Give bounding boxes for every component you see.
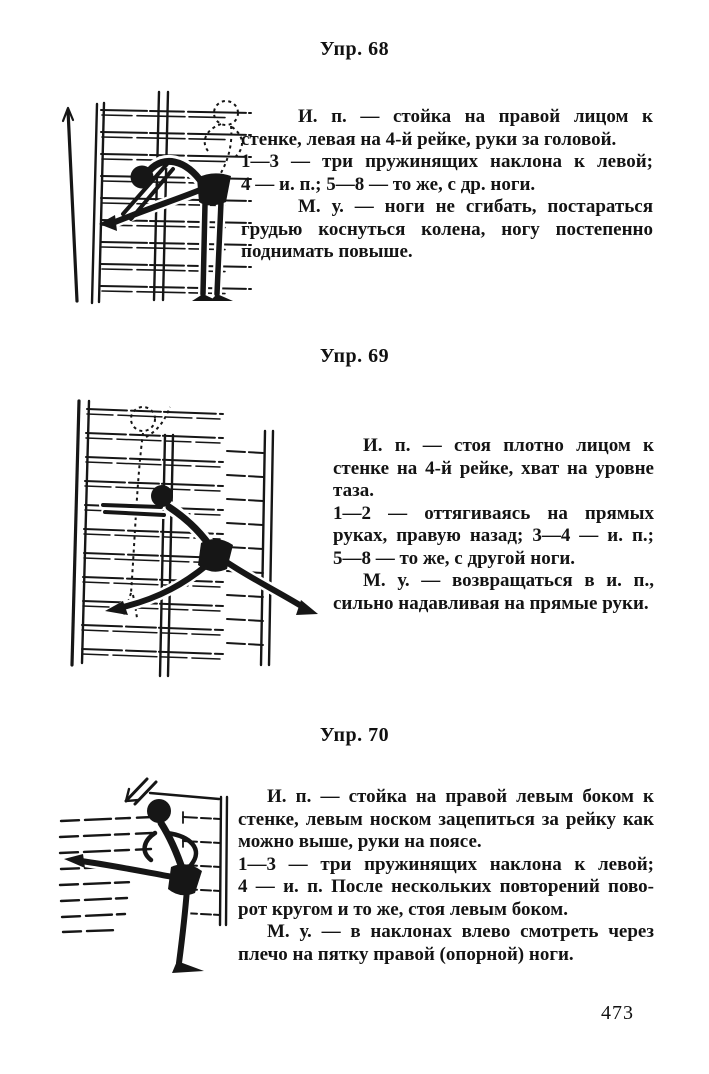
wall-bars [72, 401, 273, 676]
wall-bars-drawing-68 [55, 88, 265, 313]
text-line: стенке, левая на 4-й рейке, руки за головой. [241, 128, 617, 150]
text-line: таза. [333, 480, 374, 501]
text-line: М. у. — возвращаться в и. п., [363, 570, 654, 591]
paragraph [241, 106, 653, 151]
page-number: 473 [601, 1002, 634, 1024]
text-line: И. п. — стойка на правой лицом к [298, 106, 653, 127]
text-line: 5—8 — то же, с другой ноги. [333, 547, 576, 569]
text-line: 4 — и. п. После нескольких повторений пово- [238, 876, 654, 897]
exercise-68-text [241, 106, 653, 264]
text-line: поднимать повыше. [241, 241, 413, 262]
text-line: И. п. — стойка на правой левым боком к [267, 786, 654, 807]
paragraph [238, 786, 654, 854]
text-line: И. п. — стоя плотно лицом к [363, 435, 654, 456]
exercise-68-title: Упр. 68 [319, 38, 390, 60]
exercise-69-title: Упр. 69 [319, 345, 390, 367]
text-line: можно выше, руки на поясе. [238, 831, 482, 852]
paragraph [333, 503, 654, 571]
paragraph [238, 921, 654, 966]
text-line: 1—3 — три пружинящих наклона к левой; [241, 151, 653, 172]
exercise-69-text [333, 435, 654, 615]
exercise-68-illustration [55, 88, 265, 313]
text-line: руках, правую назад; 3—4 — и. п.; [333, 525, 654, 546]
exercise-70-title: Упр. 70 [319, 724, 390, 746]
wall-bars-drawing-69 [65, 393, 320, 678]
direction-arrow [126, 779, 156, 804]
figure-side-stand [64, 799, 204, 973]
paragraph [238, 854, 654, 922]
figure-solid-leg-back [103, 485, 318, 615]
text-line: грудью коснуться колена, ногу постепенно [241, 218, 653, 240]
paragraph [241, 151, 653, 196]
paragraph [333, 435, 654, 503]
text-line: рот кругом и то же, стоя левым боком. [238, 898, 568, 920]
exercise-70-text [238, 786, 654, 966]
text-line: стенке, левым носком зацепиться за рейку как [238, 808, 654, 830]
paragraph [333, 570, 654, 615]
text-line: 4 — и. п.; 5—8 — то же, с др. ноги. [241, 173, 536, 195]
text-line: плечо на пятку правой (опорной) ноги. [238, 943, 574, 965]
text-line: сильно надавливая на прямые руки. [333, 592, 649, 614]
exercise-69-illustration [65, 393, 320, 678]
text-line: 1—3 — три пружинящих наклона к левой; [238, 853, 654, 875]
text-line: М. у. — ноги не сгибать, постараться [298, 196, 653, 217]
paragraph [241, 196, 653, 264]
text-line: М. у. — в наклонах влево смотреть через [267, 921, 654, 942]
text-line: 1—2 — оттягиваясь на прямых [333, 502, 654, 524]
text-line: стенке на 4-й рейке, хват на уровне [333, 457, 654, 479]
